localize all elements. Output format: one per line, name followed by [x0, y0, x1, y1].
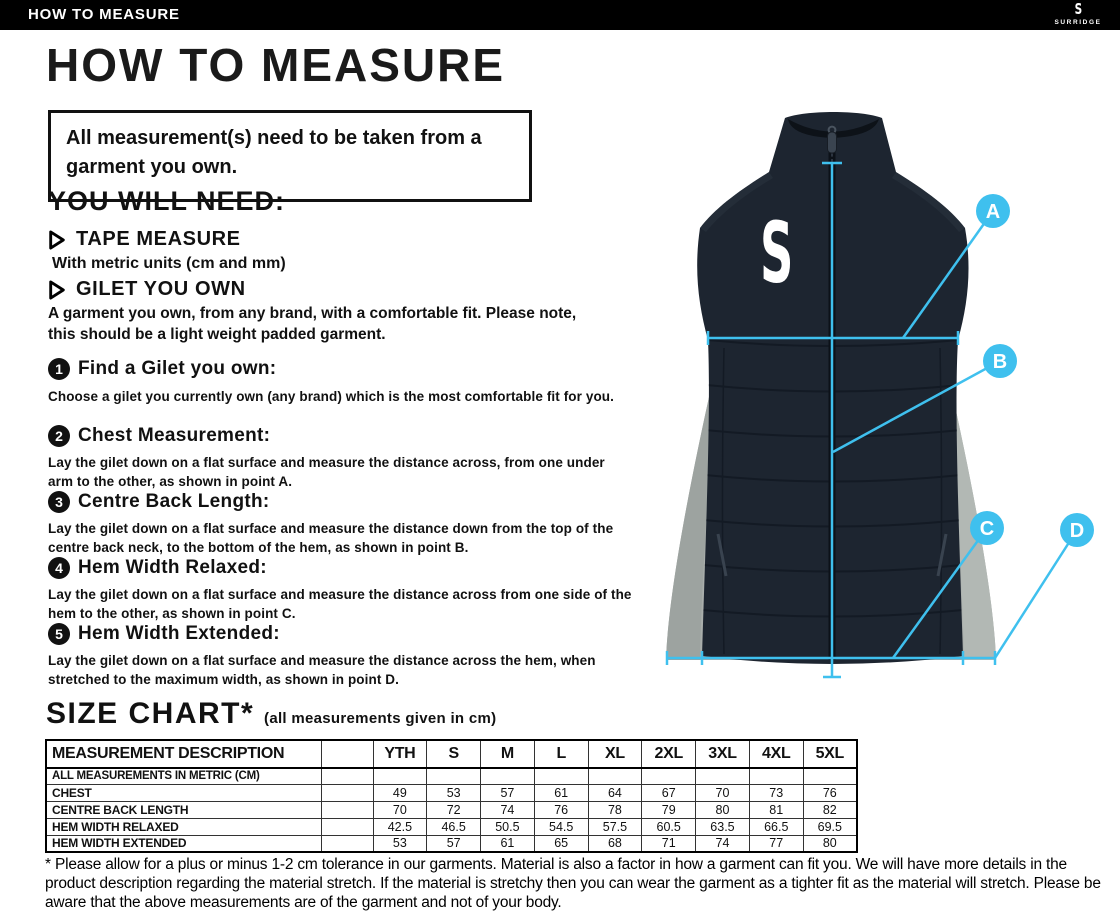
measurement-value-cell: 79 [642, 801, 696, 818]
need-item-tape-desc: With metric units (cm and mm) [52, 255, 286, 272]
point-b-label: B [992, 351, 1008, 373]
measurement-value-cell: 70 [696, 784, 750, 801]
size-chart-head-row [46, 740, 857, 768]
measurement-value-cell: 54.5 [534, 818, 588, 835]
blank-cell [321, 818, 373, 835]
measurement-value-cell: 74 [696, 835, 750, 852]
surridge-logo-s [760, 205, 793, 303]
svg-text:S: S [760, 205, 794, 304]
table-row [46, 835, 857, 852]
step-1-description: Choose a gilet you currently own (any brand) which is the most comfortable fit for you. [48, 389, 615, 404]
measurement-value-cell: 65 [534, 835, 588, 852]
size-chart-head [46, 740, 857, 768]
step-title: Centre Back Length: [78, 491, 270, 512]
triangle-bullet-icon [48, 230, 66, 250]
size-column-header: XL [588, 740, 642, 768]
need-item-gilet [48, 278, 246, 301]
point-a-label: A [985, 201, 1001, 223]
top-bar [0, 0, 1120, 30]
measurement-value-cell: 46.5 [427, 818, 481, 835]
size-column-header: 5XL [803, 740, 857, 768]
empty-cell [373, 768, 427, 784]
empty-cell [588, 768, 642, 784]
measurement-value-cell: 57.5 [588, 818, 642, 835]
size-column-header: M [481, 740, 535, 768]
measurement-value-cell: 78 [588, 801, 642, 818]
measurement-label-cell: CENTRE BACK LENGTH [46, 801, 321, 818]
measurement-value-cell: 67 [642, 784, 696, 801]
measurement-value-cell: 76 [534, 801, 588, 818]
measurement-value-cell: 74 [481, 801, 535, 818]
measurement-value-cell: 50.5 [481, 818, 535, 835]
point-d-leader-line [995, 530, 1077, 658]
step-number-badge: 1 [48, 358, 70, 380]
step-number-badge: 5 [48, 623, 70, 645]
size-column-header: 2XL [642, 740, 696, 768]
tolerance-footnote: * Please allow for a plus or minus 1-2 cm tolerance in our garments. Material is also a factor in how a garment can fit you. We will have more details in the product description regarding the material stretch. If the material is stretchy then you can wear the garment as a tighter fit as the material will stretch. Please be aware that the above measurements are of the garment and not of your body. [45, 856, 1101, 911]
step-title: Hem Width Relaxed: [78, 557, 267, 578]
surridge-wordmark: SURRIDGE [1054, 19, 1102, 26]
step-3-description: Lay the gilet down on a flat surface and measure the distance down from the top of the centre back neck, to the bottom of the hem, as shown in point B. [48, 521, 614, 555]
measurement-value-cell: 64 [588, 784, 642, 801]
measurement-value-cell: 80 [803, 835, 857, 852]
measurement-value-cell: 76 [803, 784, 857, 801]
measurement-value-cell: 80 [696, 801, 750, 818]
table-row [46, 801, 857, 818]
table-row [46, 784, 857, 801]
measurement-value-cell: 77 [749, 835, 803, 852]
step-2-heading [48, 425, 270, 447]
triangle-bullet-icon [48, 280, 66, 300]
measurement-description-header: MEASUREMENT DESCRIPTION [46, 740, 321, 768]
step-title: Find a Gilet you own: [78, 358, 277, 379]
need-item-title: GILET YOU OWN [76, 278, 246, 300]
measurement-value-cell: 69.5 [803, 818, 857, 835]
notice-box: All measurement(s) need to be taken from a garment you own. [48, 110, 532, 202]
measurement-value-cell: 68 [588, 835, 642, 852]
need-item-title: TAPE MEASURE [76, 228, 241, 250]
point-d-label: D [1069, 520, 1085, 542]
size-column-header: YTH [373, 740, 427, 768]
point-c-label: C [979, 518, 995, 540]
measurement-value-cell: 49 [373, 784, 427, 801]
size-column-header: 4XL [749, 740, 803, 768]
top-bar-title: HOW TO MEASURE [28, 6, 180, 23]
empty-cell [481, 768, 535, 784]
empty-cell [696, 768, 750, 784]
measurement-value-cell: 72 [427, 801, 481, 818]
empty-cell [749, 768, 803, 784]
size-column-header: L [534, 740, 588, 768]
step-4-heading [48, 557, 267, 579]
you-will-need-heading: YOU WILL NEED: [48, 186, 286, 216]
metric-note-cell: ALL MEASUREMENTS IN METRIC (CM) [46, 768, 321, 784]
measurement-value-cell: 70 [373, 801, 427, 818]
step-title: Chest Measurement: [78, 425, 271, 446]
step-title: Hem Width Extended: [78, 623, 280, 644]
measurement-value-cell: 82 [803, 801, 857, 818]
measurement-label-cell: HEM WIDTH RELAXED [46, 818, 321, 835]
step-number-badge: 2 [48, 425, 70, 447]
need-item-gilet-desc: A garment you own, from any brand, with a comfortable fit. Please note, this should be a light weight padded garment. [48, 305, 577, 343]
empty-cell [427, 768, 481, 784]
step-number-badge: 4 [48, 557, 70, 579]
size-chart-subtitle: (all measurements given in cm) [264, 710, 497, 727]
measurement-value-cell: 63.5 [696, 818, 750, 835]
surridge-logo [1046, 1, 1110, 26]
step-1-heading [48, 358, 276, 380]
gilet-diagram-svg [620, 98, 1120, 698]
measurement-value-cell: 73 [749, 784, 803, 801]
measurement-label-cell: HEM WIDTH EXTENDED [46, 835, 321, 852]
need-item-tape-measure [48, 228, 241, 251]
size-chart-title: SIZE CHART* [46, 697, 255, 730]
blank-cell [321, 768, 373, 784]
blank-column-header [321, 740, 373, 768]
measurement-value-cell: 61 [534, 784, 588, 801]
step-2-description: Lay the gilet down on a flat surface and measure the distance across, from one under arm to the other, as shown in point A. [48, 455, 605, 489]
measurement-value-cell: 53 [373, 835, 427, 852]
step-3-heading [48, 491, 270, 513]
step-number-badge: 3 [48, 491, 70, 513]
blank-cell [321, 801, 373, 818]
measurement-label-cell: CHEST [46, 784, 321, 801]
page-title: HOW TO MEASURE [46, 39, 506, 91]
size-column-header: S [427, 740, 481, 768]
table-row [46, 768, 857, 784]
surridge-s-icon: S [1074, 0, 1082, 18]
step-5-description: Lay the gilet down on a flat surface and measure the distance across the hem, when stretched to the maximum width, as shown in point D. [48, 653, 596, 687]
empty-cell [534, 768, 588, 784]
blank-cell [321, 835, 373, 852]
size-chart-body [46, 768, 857, 852]
size-chart-heading [46, 697, 496, 731]
point-badges [970, 194, 1094, 547]
measurement-value-cell: 60.5 [642, 818, 696, 835]
gilet-diagram [620, 98, 1120, 698]
table-row [46, 818, 857, 835]
size-column-header: 3XL [696, 740, 750, 768]
empty-cell [803, 768, 857, 784]
measurement-value-cell: 53 [427, 784, 481, 801]
blank-cell [321, 784, 373, 801]
measurement-value-cell: 81 [749, 801, 803, 818]
measurement-value-cell: 42.5 [373, 818, 427, 835]
measurement-value-cell: 71 [642, 835, 696, 852]
empty-cell [642, 768, 696, 784]
step-5-heading [48, 623, 280, 645]
measurement-value-cell: 61 [481, 835, 535, 852]
size-chart-table [45, 739, 858, 853]
measurement-value-cell: 66.5 [749, 818, 803, 835]
step-4-description: Lay the gilet down on a flat surface and measure the distance across from one side of the hem to the other, as shown in point C. [48, 587, 632, 621]
measurement-value-cell: 57 [427, 835, 481, 852]
measurement-value-cell: 57 [481, 784, 535, 801]
